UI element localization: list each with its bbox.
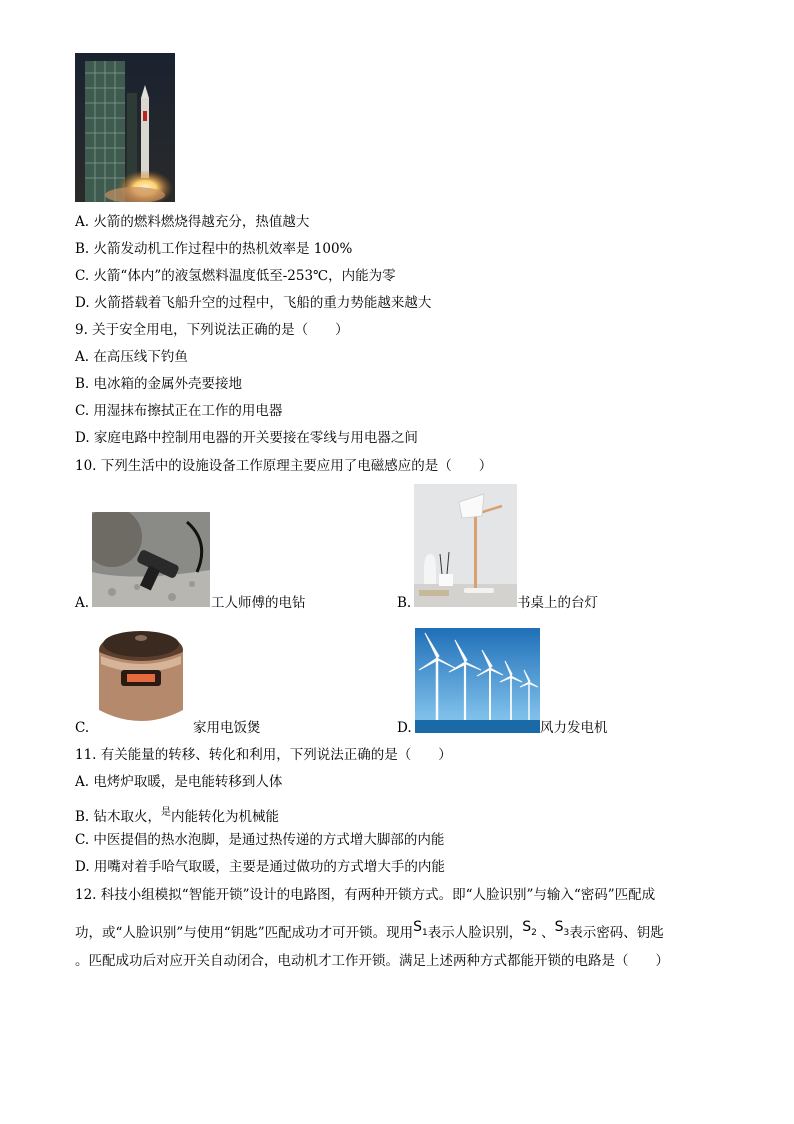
q9-option-a: A. 在高压线下钓鱼 bbox=[75, 349, 188, 365]
q11-option-b-start: B. 钻木取火， bbox=[75, 809, 162, 825]
q12-line-2 bbox=[75, 919, 664, 948]
q10-option-c-letter: C. bbox=[75, 720, 90, 736]
q10-option-b-caption: 书桌上的台灯 bbox=[517, 595, 598, 611]
q10-option-a-caption: 工人师傅的电钻 bbox=[211, 595, 306, 611]
q11-option-a: A. 电烤炉取暖，是电能转移到人体 bbox=[75, 774, 283, 790]
switch-s1: $S_1$ bbox=[413, 919, 428, 938]
q11-option-b bbox=[75, 804, 279, 826]
q12-line-2a: 功，或“人脸识别”与使用“钥匙”匹配成功才可开锁。现用 bbox=[75, 925, 414, 941]
q8-option-c: C. 火箭“体内”的液氢燃料温度低至-253℃，内能为零 bbox=[75, 268, 396, 284]
q12-line-3: 。匹配成功后对应开关自动闭合，电动机才工作开锁。满足上述两种方式都能开锁的电路是（ ） bbox=[75, 953, 669, 969]
q11-option-b-rest: 内能转化为机械能 bbox=[171, 809, 280, 825]
q10-option-b-letter: B. bbox=[397, 595, 412, 611]
q11-option-c: C. 中医提倡的热水泡脚，是通过热传递的方式增大脚部的内能 bbox=[75, 832, 445, 848]
q10-option-d-caption: 风力发电机 bbox=[540, 720, 608, 736]
q12-line-2c: 表示密码、钥匙 bbox=[569, 925, 664, 941]
desk-lamp-image bbox=[414, 484, 517, 607]
q12-line-2b: 表示人脸识别， bbox=[427, 925, 523, 941]
wind-turbine-image bbox=[415, 628, 540, 733]
q10-option-a-letter: A. bbox=[75, 595, 90, 611]
q9-option-b: B. 电冰箱的金属外壳要接地 bbox=[75, 376, 243, 392]
q9-option-d: D. 家庭电路中控制用电器的开关要接在零线与用电器之间 bbox=[75, 430, 418, 446]
q12-line-1: 12. 科技小组模拟“智能开锁”设计的电路图，有两种开锁方式。即“人脸识别”与输入“密码”匹配成 bbox=[75, 887, 656, 903]
q8-option-b: B. 火箭发动机工作过程中的热机效率是 100% bbox=[75, 241, 353, 257]
q11-stem: 11. 有关能量的转移、转化和利用，下列说法正确的是（ ） bbox=[75, 747, 452, 763]
q8-option-a: A. 火箭的燃料燃烧得越充分，热值越大 bbox=[75, 214, 310, 230]
q10-option-c-caption: 家用电饭煲 bbox=[193, 720, 261, 736]
switch-s2: $S_2$ bbox=[522, 919, 537, 938]
switch-s3: $S_3$ bbox=[554, 919, 570, 938]
q8-option-d: D. 火箭搭载着飞船升空的过程中，飞船的重力势能越来越大 bbox=[75, 295, 432, 311]
q9-stem: 9. 关于安全用电，下列说法正确的是（ ） bbox=[75, 322, 349, 338]
q11-option-b-small: 是 bbox=[161, 807, 172, 818]
q12-separator: 、 bbox=[536, 925, 555, 941]
q10-stem: 10. 下列生活中的设施设备工作原理主要应用了电磁感应的是（ ） bbox=[75, 458, 493, 474]
q10-option-d-letter: D. bbox=[397, 720, 412, 736]
electric-drill-image bbox=[92, 512, 210, 607]
q11-option-d: D. 用嘴对着手哈气取暖，主要是通过做功的方式增大手的内能 bbox=[75, 859, 445, 875]
rocket-launch-image bbox=[75, 53, 175, 202]
q9-option-c: C. 用湿抹布擦拭正在工作的用电器 bbox=[75, 403, 283, 419]
rice-cooker-image bbox=[89, 620, 193, 738]
